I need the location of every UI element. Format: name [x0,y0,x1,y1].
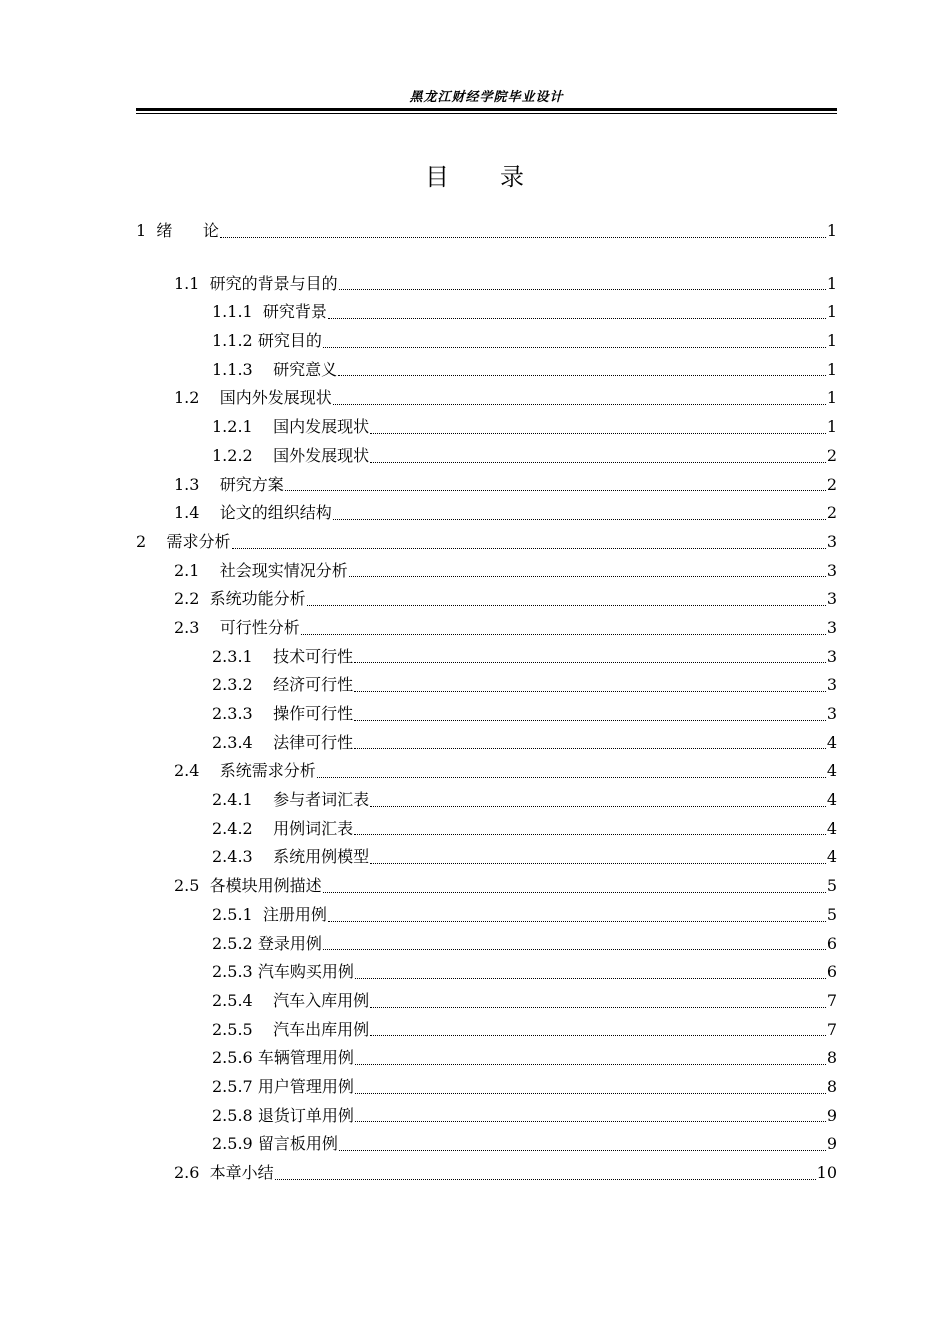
toc-entry-title: 汽车购买用例 [257,962,354,982]
toc-dot-leader [338,374,826,376]
header-title: 黑龙江财经学院毕业设计 [409,90,564,105]
toc-dot-leader [323,891,826,893]
toc-entry-page: 1 [826,302,837,322]
toc-dot-leader [370,1034,826,1036]
toc-entry[interactable] [136,1016,837,1045]
toc-entry-title: 车辆管理用例 [257,1048,354,1068]
toc-entry-page: 7 [826,990,837,1010]
toc-entry-page: 10 [816,1163,837,1182]
toc-entry-page: 9 [826,1105,837,1125]
toc-entry-number: 1.1.2 [212,331,253,351]
toc-entry[interactable] [136,528,837,557]
toc-entry-number: 2.1 [174,560,200,580]
toc-entry-spacer [199,1159,209,1188]
toc-entry-number: 1.4 [174,503,200,523]
toc-entry[interactable] [136,327,837,356]
toc-entry-number: 2.3.1 [212,646,253,666]
toc-entry-page: 3 [826,646,837,666]
toc-entry-number: 2.3.2 [212,675,253,695]
toc-heading-left: 目 [425,163,450,191]
toc-entry-spacer [253,442,273,471]
toc-entry-title: 研究意义 [273,359,338,379]
toc-entry-spacer [253,356,273,385]
toc-entry[interactable] [136,298,837,327]
toc-entry-spacer [146,528,166,557]
toc-entry-page: 3 [826,675,837,695]
toc-entry[interactable] [136,499,837,528]
toc-entry-number: 1.2 [174,388,200,408]
toc-dot-leader [355,1120,826,1122]
toc-dot-leader [355,977,826,979]
toc-entry[interactable] [136,643,837,672]
toc-entry-spacer [146,217,156,246]
toc-entry-number: 2.4 [174,761,200,781]
toc-entry[interactable] [136,413,837,442]
toc-heading [0,160,950,194]
toc-dot-leader [328,317,826,319]
toc-entry-number: 1.2.2 [212,445,253,465]
toc-entry[interactable] [136,843,837,872]
toc-entry-spacer [253,786,273,815]
toc-entry-number: 2 [136,531,147,551]
header-rule-thin [136,113,837,114]
toc-entry[interactable] [136,700,837,729]
toc-entry-number: 1.1.3 [212,359,253,379]
toc-entry[interactable] [136,1130,837,1159]
toc-entry-title: 本章小结 [209,1163,274,1182]
toc-entry-page: 3 [826,589,837,609]
toc-entry-page: 1 [826,359,837,379]
toc-dot-leader [328,920,826,922]
toc-entry-number: 2.4.2 [212,818,253,838]
toc-entry-number: 2.5 [174,876,200,896]
toc-entry-number: 2.3.4 [212,732,253,752]
toc-entry-number: 2.4.3 [212,847,253,867]
toc-entry-page: 2 [826,474,837,494]
toc-entry-title: 退货订单用例 [257,1105,354,1125]
toc-dot-leader [370,432,826,434]
toc-entry[interactable] [136,614,837,643]
toc-dot-leader [354,833,826,835]
toc-entry-number: 2.5.5 [212,1019,253,1039]
toc-entry-spacer [199,270,209,299]
toc-entry-number: 2.4.1 [212,790,253,810]
toc-entry-spacer [199,614,219,643]
toc-entry[interactable] [136,384,837,413]
toc-entry-page: 5 [826,904,837,924]
toc-entry-title: 国内发展现状 [273,417,370,437]
toc-entry-page: 3 [826,560,837,580]
toc-entry-title: 论文的组织结构 [219,503,332,523]
toc-dot-leader [370,862,826,864]
toc-dot-leader [370,805,826,807]
toc-entry-title: 系统用例模型 [273,847,370,867]
toc-entry-spacer [199,872,209,901]
toc-entry-spacer [253,843,273,872]
toc-dot-leader [317,776,826,778]
toc-entry[interactable] [136,815,837,844]
toc-entry-spacer [199,384,219,413]
toc-dot-leader [323,346,826,348]
toc-entry-spacer [253,729,273,758]
toc-entry-page: 4 [826,790,837,810]
toc-entry-title: 用例词汇表 [273,818,354,838]
toc-entry[interactable] [136,786,837,815]
toc-entry-number: 1.3 [174,474,200,494]
toc-entry-page: 6 [826,962,837,982]
toc-entry-page: 6 [826,933,837,953]
page-header [136,88,837,112]
toc-dot-leader [355,1063,826,1065]
toc-dot-leader [354,690,826,692]
toc-entry-title: 研究背景 [262,302,327,322]
toc-dot-leader [232,547,826,549]
toc-entry[interactable] [136,958,837,987]
toc-entry-title: 参与者词汇表 [273,790,370,810]
toc-entry-title: 法律可行性 [273,732,354,752]
toc-entry-number: 2.5.2 [212,933,253,953]
toc-entry[interactable] [136,729,837,758]
toc-entry[interactable] [136,217,837,246]
toc-entry[interactable] [136,1102,837,1131]
toc-entry[interactable] [136,930,837,959]
toc-entry-page: 9 [826,1134,837,1154]
toc-entry[interactable] [136,1159,837,1188]
toc-dot-leader [370,461,826,463]
toc-entry-number: 2.3 [174,617,200,637]
toc-entry-page: 1 [826,331,837,351]
toc-entry-title: 社会现实情况分析 [219,560,348,580]
toc-dot-leader [285,489,826,491]
toc-entry-title: 需求分析 [166,531,231,551]
toc-entry-number: 2.5.7 [212,1076,253,1096]
toc-entry-spacer [253,815,273,844]
toc-dot-leader [349,575,826,577]
toc-entry-number: 2.5.8 [212,1105,253,1125]
toc-entry[interactable] [136,1073,837,1102]
toc-entry[interactable] [136,1044,837,1073]
toc-dot-leader [370,1006,826,1008]
toc-entry-spacer [253,901,263,930]
toc-entry[interactable] [136,987,837,1016]
toc-dot-leader [354,661,826,663]
toc-entry-title: 可行性分析 [219,617,300,637]
toc-entry[interactable] [136,671,837,700]
toc-entry-spacer [253,413,273,442]
toc-entry-spacer [199,499,219,528]
header-rule-thick [136,108,837,111]
toc-entry-spacer [253,987,273,1016]
toc-entry-page: 1 [826,273,837,293]
toc-entry[interactable] [136,471,837,500]
toc-dot-leader [301,633,826,635]
toc-entry[interactable] [136,442,837,471]
toc-entry-number: 2.5.6 [212,1048,253,1068]
toc-dot-leader [333,518,826,520]
toc-entry-title: 操作可行性 [273,704,354,723]
toc-entry-page: 4 [826,818,837,838]
toc-entry-title: 系统需求分析 [219,761,316,781]
toc-entry-title: 用户管理用例 [257,1076,354,1096]
toc-entry-page: 4 [826,761,837,781]
toc-entry-number: 1.1 [174,273,200,293]
toc-dot-leader [339,1149,826,1151]
toc-entry-page: 7 [826,1019,837,1039]
toc-entry-number: 1.2.1 [212,417,253,437]
toc-dot-leader [323,948,826,950]
toc-entry[interactable] [136,557,837,586]
toc-entry-number: 2.5.3 [212,962,253,982]
toc-entry-title: 技术可行性 [273,646,354,666]
toc-entry-title: 研究的背景与目的 [209,273,338,293]
toc-entry-number: 2.5.9 [212,1134,253,1154]
toc-entry-spacer [199,471,219,500]
toc-entry[interactable] [136,757,837,786]
toc-entry-page: 8 [826,1048,837,1068]
toc-entry[interactable] [136,270,837,299]
toc-entry-number: 2.5.4 [212,990,253,1010]
toc-entry[interactable] [136,901,837,930]
toc-entry-title: 登录用例 [257,933,322,953]
toc-entry-number: 2.2 [174,589,200,609]
toc-entry-page: 3 [826,704,837,723]
toc-entry-spacer [199,757,219,786]
toc-entry-number: 1 [136,221,147,240]
toc-entry[interactable] [136,585,837,614]
toc-entry-page: 5 [826,876,837,896]
toc-entry-page: 1 [826,388,837,408]
toc-entry-title: 汽车出库用例 [273,1019,370,1039]
toc-entry-title: 国外发展现状 [273,445,370,465]
toc-entry-page: 3 [826,617,837,637]
toc-entry-title: 注册用例 [262,904,327,924]
toc-entry-page: 4 [826,732,837,752]
toc-dot-leader [220,236,826,238]
toc-dot-leader [339,288,826,290]
toc-entry-title: 研究方案 [219,474,284,494]
toc-entry-number: 2.3.3 [212,704,253,723]
toc-entry-number: 1.1.1 [212,302,253,322]
toc-entry-title: 系统功能分析 [209,589,306,609]
toc-entry-spacer [253,700,273,729]
toc-entry-spacer [253,643,273,672]
toc-dot-leader [307,604,826,606]
toc-entry-page: 3 [826,531,837,551]
toc-entry-number: 2.5.1 [212,904,253,924]
toc-entry-spacer [253,298,263,327]
toc-entry-title: 国内外发展现状 [219,388,332,408]
toc-entry-page: 1 [826,221,837,240]
toc-entry-title: 留言板用例 [257,1134,338,1154]
toc-entry-page: 8 [826,1076,837,1096]
toc-entry-spacer [199,557,219,586]
toc-entry-page: 1 [826,417,837,437]
toc-dot-leader [355,1092,826,1094]
toc-entry-title: 研究目的 [257,331,322,351]
toc-entry[interactable] [136,356,837,385]
toc-entry-title: 经济可行性 [273,675,354,695]
toc-dot-leader [354,747,826,749]
toc-entry-page: 4 [826,847,837,867]
toc-entry-title: 各模块用例描述 [209,876,322,896]
table-of-contents [136,217,837,1188]
toc-entry-title: 绪 论 [156,221,219,240]
toc-entry-spacer [253,1016,273,1045]
toc-entry-spacer [253,671,273,700]
toc-heading-right: 录 [500,163,525,191]
toc-entry-number: 2.6 [174,1163,200,1182]
toc-entry-title: 汽车入库用例 [273,990,370,1010]
toc-entry-page: 2 [826,503,837,523]
toc-entry[interactable] [136,872,837,901]
toc-entry-spacer [199,585,209,614]
toc-entry-page: 2 [826,445,837,465]
toc-dot-leader [333,403,826,405]
toc-dot-leader [275,1178,816,1180]
toc-dot-leader [354,719,826,721]
